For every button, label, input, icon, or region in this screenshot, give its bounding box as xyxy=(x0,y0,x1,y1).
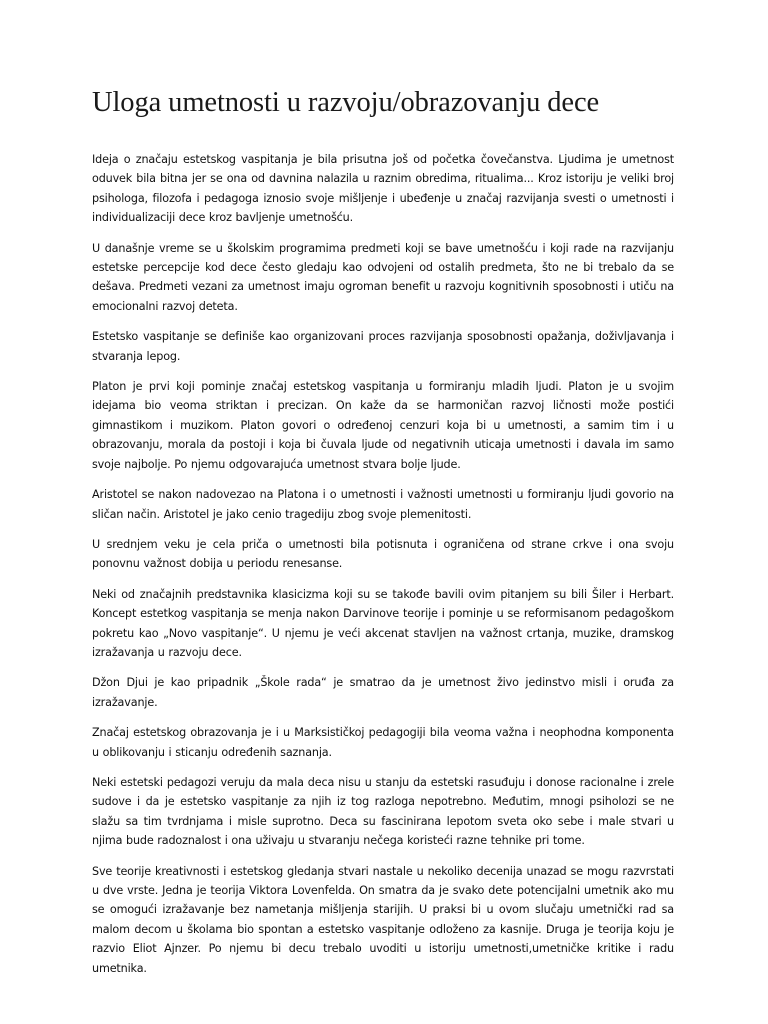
page-title: Uloga umetnosti u razvoju/obrazovanju dece xyxy=(92,87,600,118)
paragraph-young-children: Neki estetski pedagozi veruju da mala deca nisu u stanju da estetski rasuđuju i donose racionalne i zrele sudove i da je estetsko vaspitanje za njih iz tog razloga nepotrebno. Međutim, mnogi psiholozi se ne slažu sa tim tvrdnjama i misle suprotno. Deca su fascinirana lepotom sveta oko sebe i male stvari u njima bude radoznalost i ona uživaju u stvaranju nečega koristeći razne tehnike pri tome. xyxy=(92,775,674,848)
paragraph-definition: Estetsko vaspitanje se definiše kao organizovani proces razvijanja sposobnosti opažanja, doživljavanja i stvaranja lepog. xyxy=(92,330,674,363)
paragraph-middle-ages: U srednjem veku je cela priča o umetnosti bila potisnuta i ograničena od strane crkve i ona svoju ponovnu važnost dobija u periodu renesanse. xyxy=(92,537,674,571)
paragraph-theories: Sve teorije kreativnosti i estetskog gledanja stvari nastale u nekoliko decenija unazad se mogu razvrstati u dve vrste. Jedna je teorija Viktora Lovenfelda. On smatra da je svako dete potencijalni umetnik ako mu se omogući izražavanje bez nametanja mišljenja starijih. U praksi bi u ovom slučaju umetnički rad sa malom decom u školama bio spontan a estetsko vaspitanje odloženo za kasnije. Druga je teorija koju je razvio Eliot Ajnzer. Po njemu bi decu trebalo uvoditi u istoriju umetnosti,umetničke kritike i radu umetnika. xyxy=(92,864,674,975)
paragraph-platon: Platon je prvi koji pominje značaj estetskog vaspitanja u formiranju mladih ljudi. Platon je u svojim idejama bio veoma striktan i precizan. On kaže da se harmoničan razvoj ličnosti može postići gimnastikom i muzikom. Platon govori o određenoj cenzuri koja bi u umetnosti, a samim tim i u obrazovanju, morala da postoji i koja bi čuvala ljude od negativnih uticaja umetnosti i davala im samo svoje najbolje. Po njemu odgovarajuća umetnost stvara bolje ljude. xyxy=(92,380,674,471)
paragraph-intro: Ideja o značaju estetskog vaspitanja je bila prisutna još od početka čovečanstva. Ljudima je umetnost oduvek bila bitna jer se ona od davnina nalazila u raznim obredima, ritualima... Kroz istoriju je veliki broj psihologa, filozofa i pedagoga iznosio svoje mišljenje i ubeđenje u značaj razvijanja svesti o umetnosti i individualizaciji dece kroz bavljenje umetnošću. xyxy=(92,153,674,225)
paragraph-classicism: Neki od značajnih predstavnika klasicizma koji su se takođe bavili ovim pitanjem su bili Šiler i Herbart. Koncept estetkog vaspitanja se menja nakon Darvinove teorije i pominje u se reformisanom pedagoškom pokretu kao „Novo vaspitanje“. U njemu je veći akcenat stavljen na važnost crtanja, muzike, dramskog izražavanja u razvoju dece. xyxy=(92,587,674,659)
paragraph-school-programs: U današnje vreme se u školskim programima predmeti koji se bave umetnošću i koji rade na razvijanju estetske percepcije kod dece često gledaju kao odvojeni od ostalih predmeta, što ne bi trebalo da se dešava. Predmeti vezani za umetnost imaju ogroman benefit u razvoju kognitivnih sposobnosti i utiču na emocionalni razvoj deteta. xyxy=(92,241,674,313)
paragraph-dewey: Džon Djui je kao pripadnik „Škole rada“ je smatrao da je umetnost živo jedinstvo misli i oruđa za izražavanje. xyxy=(92,676,674,709)
paragraph-marxist: Značaj estetskog obrazovanja je i u Marksističkoj pedagogiji bila veoma važna i neophodna komponenta u oblikovanju i sticanju određenih saznanja. xyxy=(92,726,674,759)
document-page xyxy=(92,86,674,989)
paragraph-aristotel: Aristotel se nakon nadovezao na Platona i o umetnosti i važnosti umetnosti u formiranju ljudi govorio na sličan način. Aristotel je jako cenio tragediju zbog svoje plemenitosti. xyxy=(92,488,674,521)
